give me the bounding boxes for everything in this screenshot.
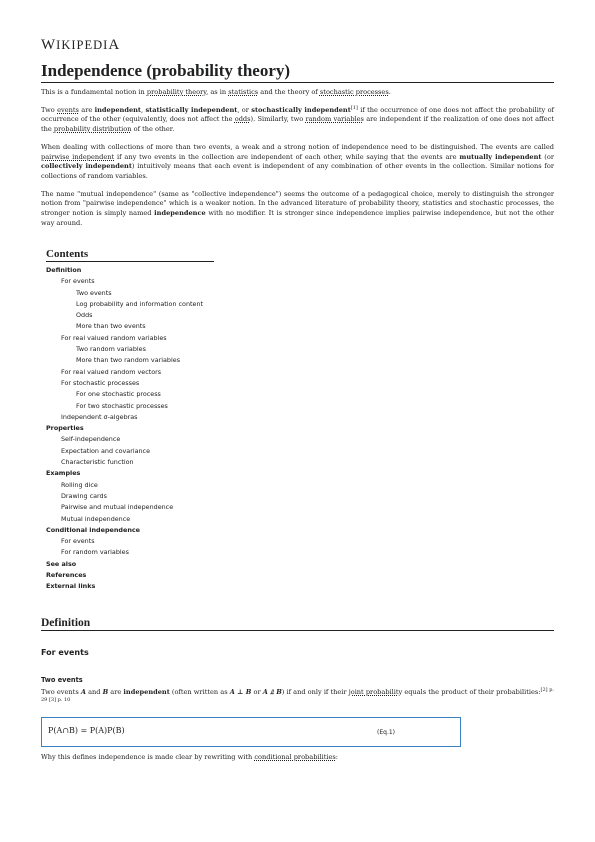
section-heading-definition: Definition bbox=[41, 617, 554, 631]
after-equation-paragraph bbox=[41, 753, 554, 763]
bold-term: stochastically independent bbox=[251, 105, 351, 114]
citation-link[interactable]: [1] bbox=[350, 104, 358, 111]
definition-section bbox=[41, 617, 554, 631]
text-run: or bbox=[251, 688, 263, 696]
toc-item[interactable]: Drawing cards bbox=[61, 491, 107, 500]
toc-item[interactable]: External links bbox=[46, 582, 96, 591]
toc-item[interactable]: Odds bbox=[76, 311, 93, 320]
bold-term: independent bbox=[94, 105, 141, 114]
subsection-heading-for-events: For events bbox=[41, 648, 89, 657]
text-run: are bbox=[78, 105, 95, 114]
toc-item[interactable]: For events bbox=[61, 537, 95, 546]
text-run: . bbox=[388, 88, 391, 96]
text-run: ) if and only if their bbox=[281, 688, 349, 696]
text-run: are independent if the realization of one does not affect the bbox=[41, 115, 554, 134]
toc-heading: Contents bbox=[46, 248, 214, 262]
text-run: if any two events in the collection are independent of each other, while saying that the events are bbox=[114, 152, 460, 161]
text-run: When dealing with collections of more than two events, a weak and a strong notion of independence need to be distinguished. The events are called bbox=[41, 142, 554, 151]
bold-term: statistically independent bbox=[145, 105, 238, 114]
wiki-link[interactable]: odds bbox=[234, 115, 251, 124]
text-run: and the theory of bbox=[258, 88, 320, 96]
toc-item[interactable]: For one stochastic process bbox=[76, 390, 161, 399]
text-run: with no modifier. It is stronger since independence implies pairwise independence, but not the other way around. bbox=[41, 209, 554, 227]
math-symbol: A bbox=[80, 688, 86, 696]
wordmark-w: W bbox=[41, 37, 57, 53]
wiki-link[interactable]: random variables bbox=[305, 115, 364, 124]
wikipedia-wordmark[interactable] bbox=[41, 38, 554, 53]
toc-item[interactable]: For stochastic processes bbox=[61, 378, 140, 387]
toc-item[interactable]: Two random variables bbox=[76, 345, 146, 354]
wiki-link[interactable]: conditional probabilities bbox=[254, 753, 336, 761]
text-run: This is a fundamental notion in bbox=[41, 88, 147, 96]
bold-term: mutually independent bbox=[459, 152, 542, 161]
toc-item[interactable]: For two stochastic processes bbox=[76, 401, 168, 410]
text-run: Why this defines independence is made clear by rewriting with bbox=[41, 753, 255, 761]
toc-item[interactable]: Examples bbox=[46, 469, 81, 478]
text-run: of the other. bbox=[131, 125, 175, 134]
equation-box bbox=[41, 717, 461, 747]
math-symbol: A ⫫ B bbox=[262, 688, 282, 696]
text-run: , or bbox=[237, 105, 252, 114]
toc-item[interactable]: Independent σ-algebras bbox=[61, 412, 138, 421]
equation-formula: P(A∩B) = P(A)P(B) bbox=[48, 726, 125, 735]
intro-paragraph bbox=[41, 88, 554, 98]
table-of-contents bbox=[46, 248, 216, 593]
article bbox=[41, 38, 554, 228]
toc-item[interactable]: For real valued random vectors bbox=[61, 367, 162, 376]
toc-item[interactable]: Characteristic function bbox=[61, 458, 134, 467]
toc-item[interactable]: References bbox=[46, 571, 87, 580]
toc-item[interactable]: More than two random variables bbox=[76, 356, 181, 365]
toc-item[interactable]: Pairwise and mutual independence bbox=[61, 503, 174, 512]
text-run: Two bbox=[41, 105, 58, 114]
subsubsection-heading-two-events: Two events bbox=[41, 676, 83, 684]
text-run: are bbox=[108, 688, 124, 696]
toc-item[interactable]: Self-independence bbox=[61, 435, 121, 444]
text-run: , bbox=[140, 105, 146, 114]
intro-paragraph bbox=[41, 143, 554, 182]
text-run: ). Similarly, two bbox=[250, 115, 306, 124]
wiki-link[interactable]: probability theory bbox=[146, 88, 207, 96]
wiki-link[interactable]: probability distribution bbox=[53, 125, 132, 134]
toc-item[interactable]: Conditional independence bbox=[46, 525, 140, 534]
wiki-link[interactable]: events bbox=[57, 105, 79, 114]
toc-item[interactable]: See also bbox=[46, 559, 77, 568]
bold-term: independence bbox=[154, 209, 206, 218]
text-run: (or bbox=[541, 152, 555, 161]
text-run: equals the product of their probabilities: bbox=[402, 688, 541, 696]
wordmark-a: A bbox=[108, 37, 121, 53]
text-run: if the occurrence of one does not affect the probability of occurrence of the other (equivalently, does not affect the bbox=[41, 105, 555, 124]
intro-section bbox=[41, 88, 554, 228]
toc-item[interactable]: Definition bbox=[46, 266, 82, 274]
bold-term: independent bbox=[123, 688, 170, 696]
equation-label: (Eq.1) bbox=[377, 729, 396, 736]
citation-link[interactable]: [2] p. 29 [3] p. 10 bbox=[41, 686, 554, 703]
bold-term: collectively independent bbox=[41, 162, 132, 171]
toc-item[interactable]: For events bbox=[61, 277, 95, 286]
toc-item[interactable]: More than two events bbox=[76, 322, 146, 331]
toc-item[interactable]: Properties bbox=[46, 424, 84, 433]
page-title: Independence (probability theory) bbox=[41, 61, 554, 83]
toc-item[interactable]: For real valued random variables bbox=[61, 333, 167, 342]
wiki-link[interactable]: stochastic processes bbox=[319, 88, 389, 96]
wiki-link[interactable]: statistics bbox=[228, 88, 259, 96]
intro-paragraph bbox=[41, 190, 554, 229]
toc-item[interactable]: Rolling dice bbox=[61, 480, 98, 489]
toc-item[interactable]: For random variables bbox=[61, 548, 129, 557]
toc-item[interactable]: Two events bbox=[76, 288, 112, 297]
wordmark-middle: IKIPEDI bbox=[56, 38, 109, 52]
text-run: : bbox=[335, 753, 339, 761]
toc-item[interactable]: Log probability and information content bbox=[76, 299, 204, 308]
intro-paragraph bbox=[41, 106, 554, 135]
wiki-link[interactable]: pairwise independent bbox=[41, 152, 115, 161]
text-run: ) intuitively means that each event is independent of any combination of other events in the collection. Similar notions for collections of random variables. bbox=[41, 162, 554, 180]
text-run: , as in bbox=[206, 88, 229, 96]
text-run: The name "mutual independence" (same as "collective independence") seems the outcome of a pedagogical choice, merely to distinguish the stronger notion from "pairwise independence" which is a weaker notion. In the advanced literature of probability theory, statistics and stochastic processes, the stronger notion is simply named bbox=[41, 189, 554, 218]
math-symbol: A ⊥ B bbox=[229, 688, 252, 696]
wiki-link[interactable]: joint probability bbox=[348, 688, 403, 696]
toc-item[interactable]: Expectation and covariance bbox=[61, 446, 151, 455]
two-events-paragraph bbox=[41, 688, 554, 707]
toc-list bbox=[46, 265, 216, 593]
text-run: Two events bbox=[41, 688, 81, 696]
text-run: and bbox=[85, 688, 103, 696]
toc-item[interactable]: Mutual independence bbox=[61, 514, 131, 523]
text-run: (often written as bbox=[169, 688, 230, 696]
math-symbol: B bbox=[102, 688, 109, 696]
